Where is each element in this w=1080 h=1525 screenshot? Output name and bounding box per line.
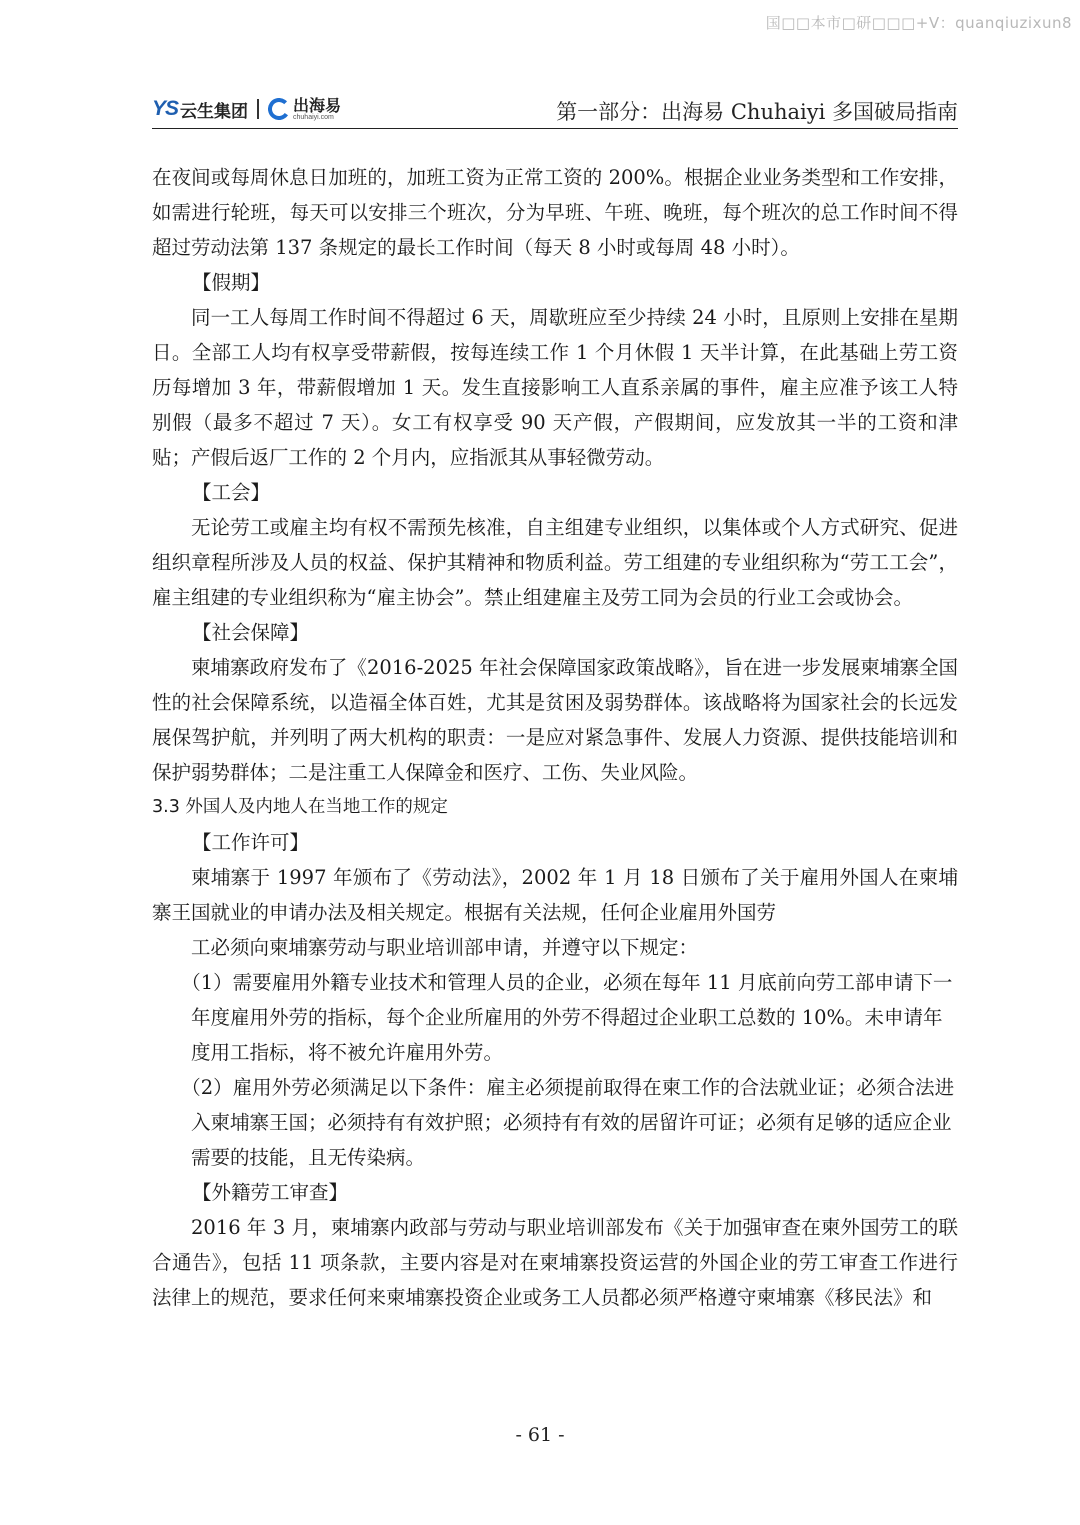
section-title-3-3: 3.3 外国人及内地人在当地工作的规定 xyxy=(152,797,448,817)
list-item-2: （2）雇用外劳必须满足以下条件：雇主必须提前取得在柬工作的合法就业证；必须合法进入柬埔寨王国；必须持有有效护照；必须持有有效的居留许可证；必须有足够的适应企业需要的技能，且无传染病。 xyxy=(181,1076,955,1169)
heading-holidays: 【假期】 xyxy=(192,271,271,294)
heading-foreign-labor-review: 【外籍劳工审查】 xyxy=(192,1181,349,1204)
page-number: - 61 - xyxy=(515,1424,565,1446)
heading-union: 【工会】 xyxy=(192,481,271,504)
heading-work-permit: 【工作许可】 xyxy=(192,831,310,854)
paragraph-work-permit-continued: 工必须向柬埔寨劳动与职业培训部申请，并遵守以下规定： xyxy=(191,936,699,959)
paragraph-holidays: 同一工人每周工作时间不得超过 6 天，周歇班应至少持续 24 小时，且原则上安排在星期日。全部工人均有权享受带薪假，按每连续工作 1 个月休假 1 天半计算，在此基础上劳工资历每增加 3 年，带薪假增加 1 天。发生直接影响工人直系亲属的事件，雇主应准予该工人特别假（最多不超过 7 天）。女工有权享受 90 天产假，产假期间，应发放其一半的工资和津贴；产假后返厂工作的 2 个月内，应指派其从事轻微劳动。 xyxy=(152,306,958,469)
company-logo xyxy=(152,94,341,124)
chuhaiyi-domain: chuhaiyi.com xyxy=(293,113,334,121)
paragraph-foreign-labor-review: 2016 年 3 月，柬埔寨内政部与劳动与职业培训部发布《关于加强审查在柬外国劳工的联合通告》，包括 11 项条款，主要内容是对在柬埔寨投资运营的外国企业的劳工审查工作进行法律上的规范，要求任何来柬埔寨投资企业或务工人员都必须严格遵守柬埔寨《移民法》和 xyxy=(152,1216,958,1309)
paragraph-work-permit: 柬埔寨于 1997 年颁布了《劳动法》，2002 年 1 月 18 日颁布了关于雇用外国人在柬埔寨王国就业的申请办法及相关规定。根据有关法规，任何企业雇用外国劳 xyxy=(152,866,958,924)
header-title: 第一部分：出海易 Chuhaiyi 多国破局指南 xyxy=(556,100,958,124)
heading-social-security: 【社会保障】 xyxy=(192,621,310,644)
yunsheng-group-name: 云生集团 xyxy=(180,101,249,122)
ys-logo-mark: YS xyxy=(152,97,179,120)
logo-divider xyxy=(257,99,259,119)
chuhaiyi-name: 出海易 xyxy=(293,95,342,115)
paragraph-overtime: 在夜间或每周休息日加班的，加班工资为正常工资的 200%。根据企业业务类型和工作安排，如需进行轮班，每天可以安排三个班次，分为早班、午班、晚班，每个班次的总工作时间不得超过劳动法第 137 条规定的最长工作时间（每天 8 小时或每周 48 小时）。 xyxy=(152,166,958,259)
document-body xyxy=(152,160,958,1315)
list-item-1: （1）需要雇用外籍专业技术和管理人员的企业，必须在每年 11 月底前向劳工部申请下一年度雇用外劳的指标，每个企业所雇用的外劳不得超过企业职工总数的 10%。未申请年度用工指标，将不被允许雇用外劳。 xyxy=(181,971,953,1064)
chuhaiyi-c-icon xyxy=(268,98,290,120)
watermark-text: 国□□本市□研□□□+V：quanqiuzixun8 xyxy=(765,14,1072,32)
paragraph-social-security: 柬埔寨政府发布了《2016-2025 年社会保障国家政策战略》，旨在进一步发展柬埔寨全国性的社会保障系统，以造福全体百姓，尤其是贫困及弱势群体。该战略将为国家社会的长远发展保驾护航，并列明了两大机构的职责：一是应对紧急事件、发展人力资源、提供技能培训和保护弱势群体；二是注重工人保障金和医疗、工伤、失业风险。 xyxy=(152,656,958,784)
chuhaiyi-wordmark xyxy=(293,95,342,121)
paragraph-union: 无论劳工或雇主均有权不需预先核准，自主组建专业组织，以集体或个人方式研究、促进组织章程所涉及人员的权益、保护其精神和物质利益。劳工组建的专业组织称为“劳工工会”，雇主组建的专业组织称为“雇主协会”。禁止组建雇主及劳工同为会员的行业工会或协会。 xyxy=(152,516,958,609)
page-header xyxy=(152,86,958,129)
